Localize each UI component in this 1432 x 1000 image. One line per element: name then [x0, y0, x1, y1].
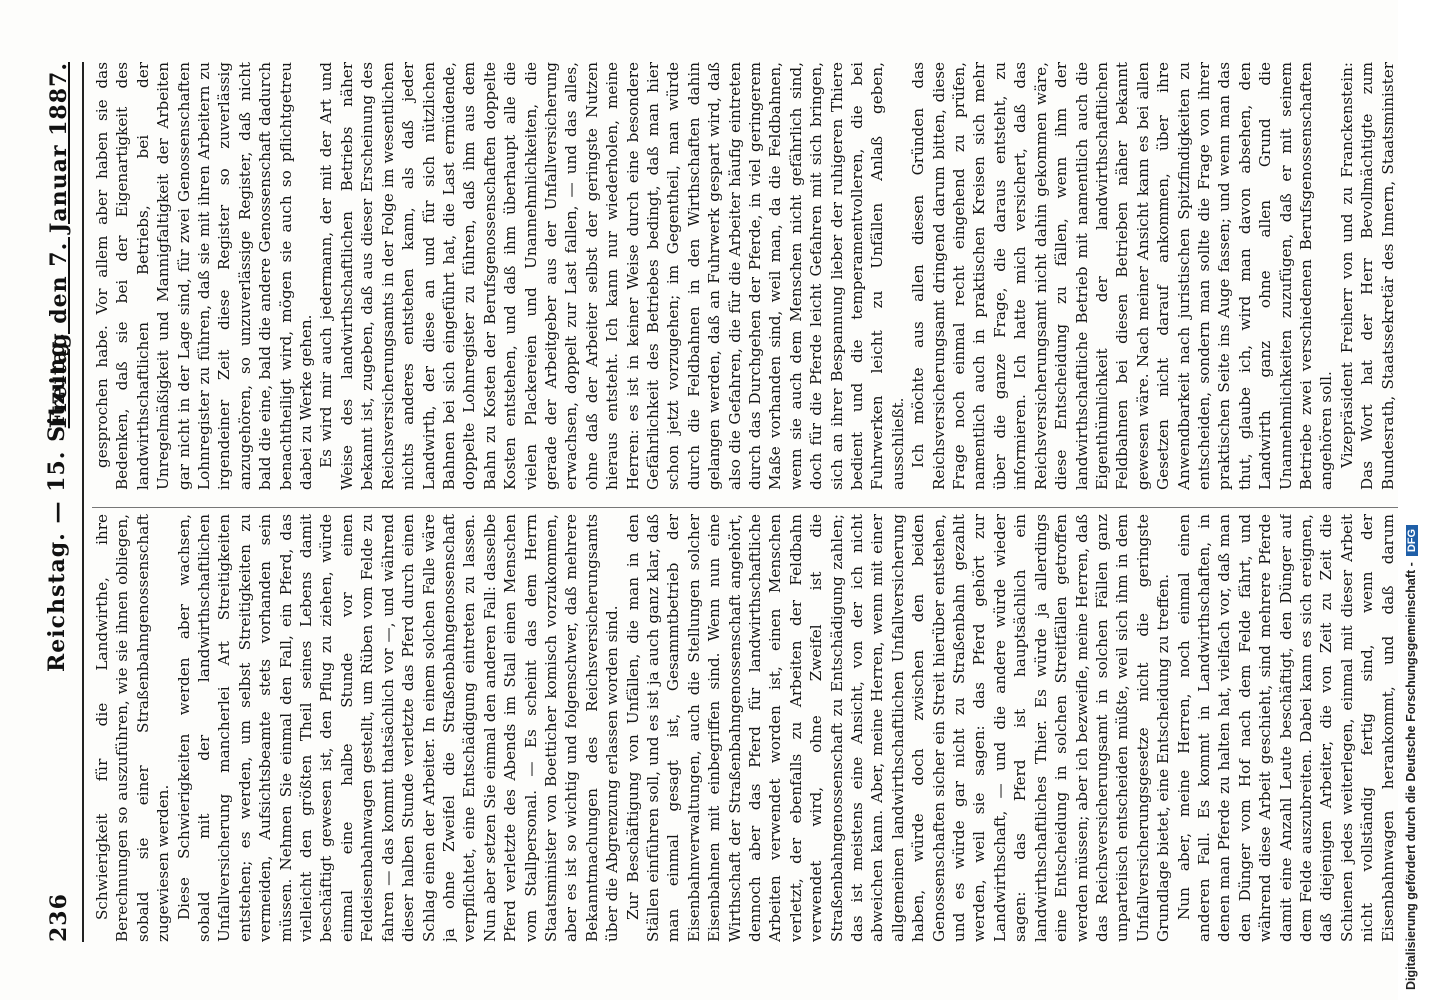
paragraph: Nun aber, meine Herren, noch einmal einen anderen Fall. Es kommt in Landwirthschaften, in denen man Pferde zu halten hat, vielfach vor, daß man den Dünger vom Hof nach dem Felde fährt, und während diese Arbeit geschieht, sind mehrere Pferde damit eine Anzahl Leute beschäftigt, den Dünger auf dem Felde auszubreiten. Dabei kann es sich ereignen, daß diejenigen Arbeiter, die von Zeit zu Zeit die Schienen jedes weiterlegen, einmal mit dieser Arbeit nicht vollständig fertig sind, wenn der Eisenbahnwagen herankommt, und daß darum: [1174, 514, 1397, 942]
paragraph: Zur Beschäftigung von Unfällen, die man in den Ställen einführen soll, und es ist ja auch ganz klar, daß man einmal gesagt ist, Gesammtbetrieb der Eisenbahnverwaltungen, auch die Stellungen solcher Eisenbahnen mit einbegriffen sind. Wenn nun eine Wirthschaft der Straßenbahngenossenschaft angehört, dennoch aber das Pferd für landwirthschaftliche Arbeiten verwendet worden ist, einen Menschen verletzt, der ebenfalls zu Arbeiten der Feldbahn verwendet wird, ohne Zweifel ist die Straßenbahngenossenschaft zu Entschädigung zahlen; das ist meistens eine Ansicht, von der ich nicht abweichen kann. Aber, meine Herren, wenn mit einer allgemeinen landwirthschaftlichen Unfallversicherung haben, würde doch zwischen den beiden Genossenschaften sicher ein Streit hierüber entstehen, und es würde gar nicht zu Straßenbahn gezahlt werden, weil sie sagen: das Pferd gehört zur Landwirthschaft, — und die andere würde wieder sagen: das Pferd ist hauptsächlich ein landwirthschaftliches Thier. Es würde ja allerdings eine Entscheidung in solchen Streitfällen getroffen werden müssen; aber ich bezweifle, meine Herren, daß das Reichsversicherungsamt in solchen Fällen ganz unparteiisch entscheiden müßte, weil sich ihm in dem Unfallversicherungsgesetze nicht die geringste Grundlage bietet, eine Entscheidung zu treffen.: [623, 514, 1173, 942]
page-header: [40, 62, 76, 942]
digitization-credit: [1404, 0, 1426, 990]
paragraph: Es wird mir auch jedermann, der mit der Art und Weise des landwirthschaftlichen Betriebs näher bekannt ist, zugeben, daß aus dieser Erscheinung des Reichsversicherungsamts in der Folge im wesentlichen nichts anderes entstehen kann, als daß jeder Landwirth, der diese an und für sich nützlichen Bahnen bei sich eingeführt hat, die Last ermüdende, doppelte Lohnregister zu führen, daß ihm aus dem Bahn zu Kosten der Berufsgenossenschaften doppelte Kosten entstehen, und daß ihm überhaupt alle die vielen Plackereien und Unannehmlichkeiten, die gerade der Arbeitgeber aus der Unfallversicherung erwachsen, doppelt zur Last fallen, — und das alles, ohne daß der Arbeiter selbst der geringste Nutzen hieraus entsteht. Ich kann nur wiederholen, meine Herren: es ist in keiner Weise durch eine besondere Gefährlichkeit des Betriebes bedingt, daß man hier schon jetzt vorzugehen; im Gegentheil, man würde durch die Feldbahnen in den Wirthschaften dahin gelangen werden, daß an Fuhrwerk gespart wird, daß also die Gefahren, die für die Arbeiter häufig eintreten durch das Durchgehen der Pferde, in viel geringerem Maße vorhanden sind, weil man, da die Feldbahnen, wenn sie auch dem Menschen nicht gefährlich sind, doch für die Pferde leicht Gefahren mit sich bringen, sich an ihrer Bespannung lieber der ruhigeren Thiere bedient und die temperamentvolleren, die bei Fuhrwerken leicht zu Unfällen Anlaß geben, ausschließt.: [317, 62, 907, 490]
paragraph: Schwierigkeit für die Landwirthe, ihre Berechnungen so auszuführen, wie sie ihnen obliegen, sobald sie einer Straßenbahngenossenschaft zugewiesen werden.: [93, 514, 173, 942]
running-title: Reichstag. — 15. Sitzung.: [44, 331, 70, 673]
paragraph: Diese Schwierigkeiten werden aber wachsen, sobald mit der landwirthschaftlichen Unfallversicherung mancherlei Art Streitigkeiten entstehen; es werden, um selbst Streitigkeiten zu vermeiden, Aufsichtsbeamte stets vorhanden sein müssen. Nehmen Sie einmal den Fall, ein Pferd, das vielleicht den größten Theil seines Lebens damit beschäftigt gewesen ist, den Pflug zu ziehen, würde einmal eine halbe Stunde vor einen Feldeisenbahnwagen gestellt, um Rüben vom Felde zu fahren — das kommt thatsächlich vor —, und während dieser halben Stunde verletzte das Pferd durch einen Schlag einen der Arbeiter. In einem solchen Falle wäre ja ohne Zweifel die Straßenbahngenossenschaft verpflichtet, eine Entschädigung eintreten zu lassen. Nun aber setzen Sie einmal den anderen Fall: dasselbe Pferd verletzte des Abends im Stall einen Menschen vom Stallpersonal. — Es scheint das dem Herrn Staatsminister von Boetticher komisch vorzukommen, aber es ist so wichtig und folgenschwer, daß mehrere Bekanntmachungen des Reichsversicherungsamts über die Abgrenzung erlassen worden sind.: [174, 514, 622, 942]
header-rule: [82, 62, 84, 942]
column-divider: [92, 507, 1402, 508]
paragraph: Ich möchte aus allen diesen Gründen das Reichsversicherungsamt dringend darum bitten, diese Frage noch einmal recht eingehend zu prüfen, namentlich auch in praktischen Kreisen sich mehr über die ganze Frage, die daraus entsteht, zu informieren. Ich hatte mich versichert, daß das Reichsversicherungsamt nicht dahin gekommen wäre, diese Entscheidung zu fällen, wenn ihm der landwirthschaftliche Betrieb mit namentlich auch die Eigenthümlichkeit der landwirthschaftlichen Feldbahnen bei diesen Betrieben näher bekannt gewesen wäre. Nach meiner Ansicht kann es bei allen Gesetzen nicht darauf ankommen, über ihre Anwendbarkeit nach juristischen Spitzfindigkeiten zu entscheiden, sondern man sollte die Frage von ihrer praktischen Seite ins Auge fassen; und wenn man das thut, glaube ich, wird man davon absehen, den Landwirth ganz ohne allen Grund die Unannehmlichkeiten zuzufügen, daß er mit seinem Betriebe zwei verschiedenen Berufsgenossenschaften angehören soll.: [909, 62, 1336, 490]
page-number: 236: [46, 893, 72, 942]
paragraph: gesprochen habe. Vor allem aber haben sie das Bedenken, daß sie bei der Eigenartigkeit des landwirthschaftlichen Betriebs, bei der Unregelmäßigkeit und Mannigfaltigkeit der Arbeiten gar nicht in der Lage sind, für zwei Genossenschaften Lohnregister zu führen, daß sie mit ihren Arbeitern zu irgendeiner Zeit diese Register so zuverlässig anzugehören, so unzuverlässige Register, daß nicht bald die eine, bald die andere Genossenschaft dadurch benachtheiligt wird, mögen sie auch so pflichtgetreu dabei zu Werke gehen.: [93, 62, 316, 490]
credit-text: Digitalisierung gefördert durch die Deutsche Forschungsgemeinschaft -: [1404, 562, 1418, 990]
dfg-logo: DFG: [1406, 525, 1418, 556]
speaker-paragraph: Vizepräsident Freiherr von und zu Franckenstein: Das Wort hat der Herr Bevollmächtigte zum Bundesrath, Staatssekretär des Innern, Staatsminister: [1337, 62, 1397, 490]
left-column: [92, 514, 1402, 942]
session-date: Freitag den 7. Januar 1887.: [46, 62, 72, 429]
right-column: [92, 62, 1402, 490]
